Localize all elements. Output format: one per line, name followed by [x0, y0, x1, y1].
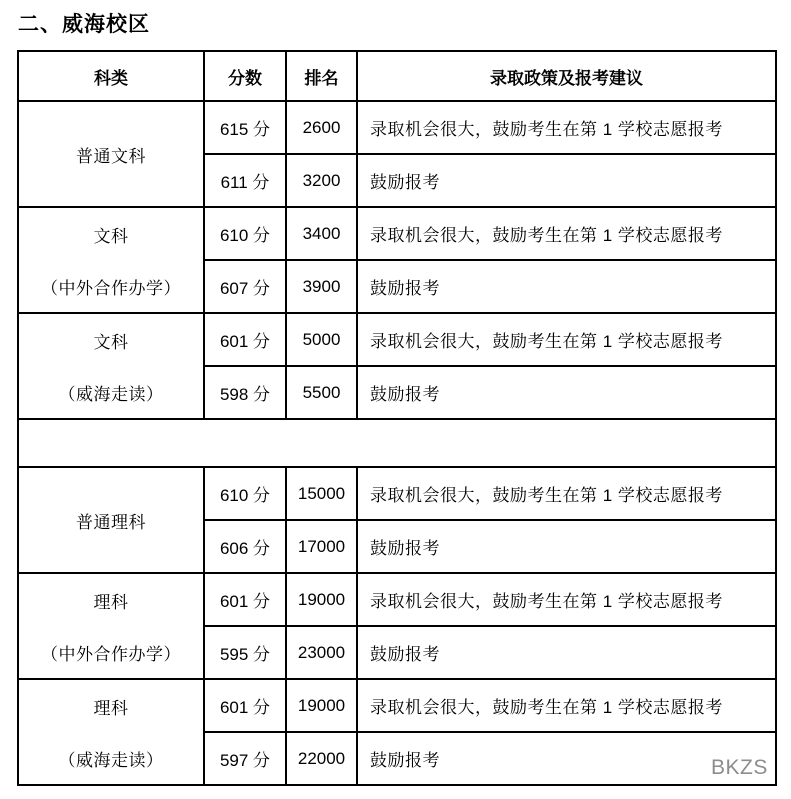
category-label-line: （中外合作办学）	[41, 278, 181, 298]
rank-cell: 5500	[286, 366, 357, 419]
spacer-row	[18, 419, 776, 467]
table-row	[18, 573, 776, 626]
category-label	[19, 468, 203, 572]
rank-cell: 17000	[286, 520, 357, 573]
rank-cell: 19000	[286, 679, 357, 732]
advice-cell: 录取机会很大，鼓励考生在第 1 学校志愿报考	[357, 313, 776, 366]
advice-cell: 鼓励报考	[357, 260, 776, 313]
category-cell	[18, 313, 204, 419]
rank-cell: 3400	[286, 207, 357, 260]
advice-cell: 鼓励报考	[357, 366, 776, 419]
category-cell	[18, 573, 204, 679]
category-label	[19, 208, 203, 312]
category-cell	[18, 101, 204, 207]
category-cell	[18, 207, 204, 313]
advice-cell: 录取机会很大，鼓励考生在第 1 学校志愿报考	[357, 207, 776, 260]
advice-cell: 录取机会很大，鼓励考生在第 1 学校志愿报考	[357, 573, 776, 626]
score-cell: 595 分	[204, 626, 286, 679]
rank-cell: 2600	[286, 101, 357, 154]
category-label-line: 普通理科	[76, 512, 146, 532]
category-cell	[18, 679, 204, 785]
advice-cell: 录取机会很大，鼓励考生在第 1 学校志愿报考	[357, 679, 776, 732]
table-row	[18, 101, 776, 154]
category-label-line: 理科	[93, 592, 129, 612]
score-cell: 610 分	[204, 467, 286, 520]
score-cell: 598 分	[204, 366, 286, 419]
rank-cell: 3200	[286, 154, 357, 207]
score-cell: 610 分	[204, 207, 286, 260]
category-label	[19, 574, 203, 678]
rank-cell: 3900	[286, 260, 357, 313]
category-cell	[18, 467, 204, 573]
advice-cell: 鼓励报考	[357, 626, 776, 679]
score-cell: 601 分	[204, 573, 286, 626]
spacer-cell	[18, 419, 776, 467]
score-cell: 601 分	[204, 679, 286, 732]
header-rank: 排名	[286, 51, 357, 101]
score-cell: 615 分	[204, 101, 286, 154]
header-advice: 录取政策及报考建议	[357, 51, 776, 101]
category-label	[19, 680, 203, 784]
rank-cell: 19000	[286, 573, 357, 626]
table-row	[18, 679, 776, 732]
advice-cell: 鼓励报考	[357, 520, 776, 573]
header-score: 分数	[204, 51, 286, 101]
category-label-line: 文科	[93, 332, 129, 352]
category-label-line: 文科	[93, 226, 129, 246]
score-cell: 607 分	[204, 260, 286, 313]
score-cell: 597 分	[204, 732, 286, 785]
advice-cell: 鼓励报考	[357, 732, 776, 785]
category-label-line: （中外合作办学）	[41, 644, 181, 664]
page-title: 二、威海校区	[18, 13, 150, 36]
category-label-line: 理科	[93, 698, 129, 718]
category-label-line: 普通文科	[76, 146, 146, 166]
category-label	[19, 102, 203, 206]
admission-score-table	[17, 50, 777, 786]
advice-cell: 录取机会很大，鼓励考生在第 1 学校志愿报考	[357, 467, 776, 520]
score-cell: 611 分	[204, 154, 286, 207]
table-row	[18, 313, 776, 366]
category-label	[19, 314, 203, 418]
rank-cell: 5000	[286, 313, 357, 366]
rank-cell: 23000	[286, 626, 357, 679]
score-cell: 606 分	[204, 520, 286, 573]
table-header-row	[18, 51, 776, 101]
watermark: BKZS	[711, 756, 768, 779]
category-label-line: （威海走读）	[58, 384, 164, 404]
advice-cell: 录取机会很大，鼓励考生在第 1 学校志愿报考	[357, 101, 776, 154]
rank-cell: 15000	[286, 467, 357, 520]
header-category: 科类	[18, 51, 204, 101]
advice-cell: 鼓励报考	[357, 154, 776, 207]
rank-cell: 22000	[286, 732, 357, 785]
category-label-line: （威海走读）	[58, 750, 164, 770]
table-row	[18, 467, 776, 520]
score-cell: 601 分	[204, 313, 286, 366]
table-row	[18, 207, 776, 260]
